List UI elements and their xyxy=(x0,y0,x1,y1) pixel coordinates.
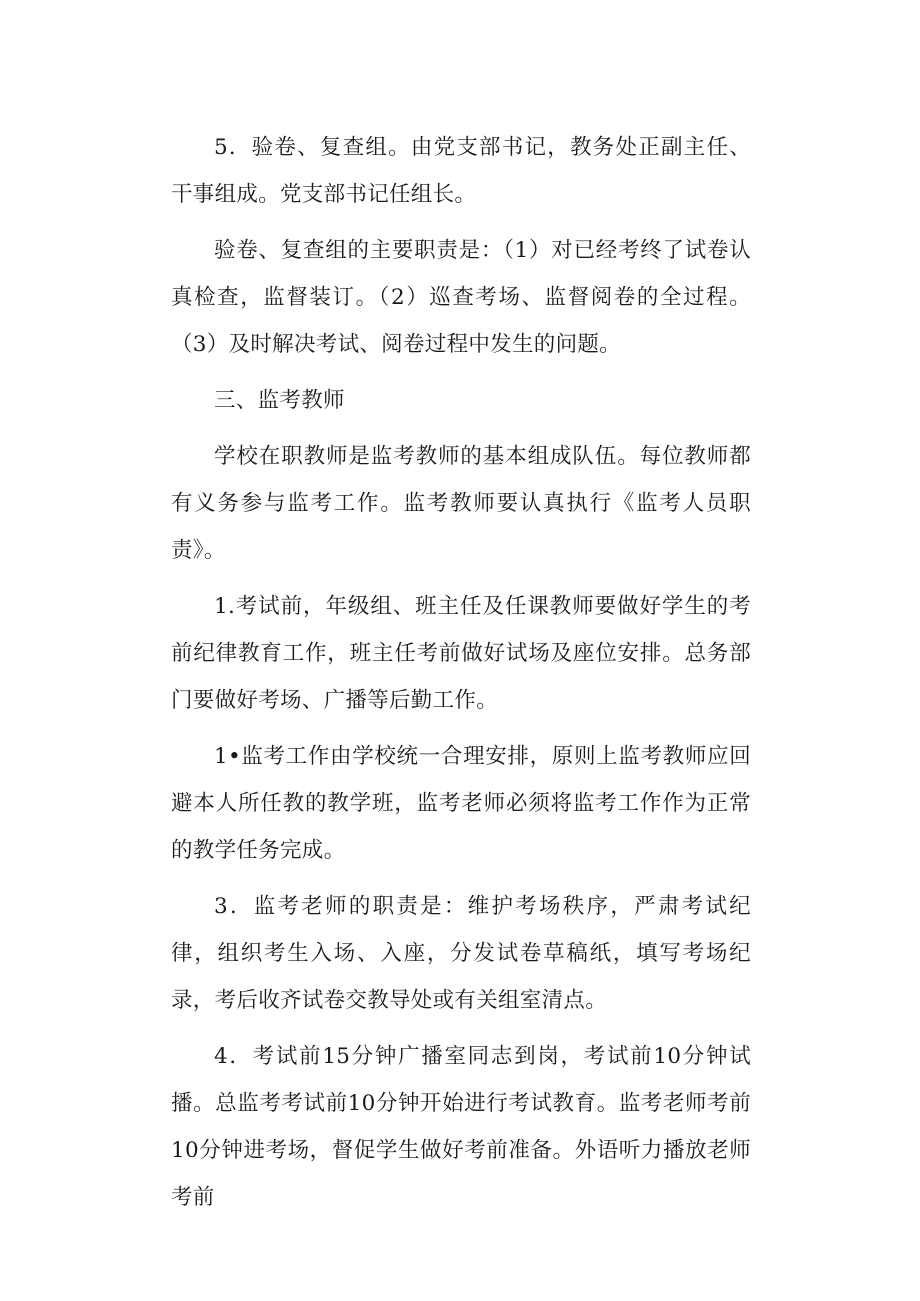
paragraph-item-3-duties: 3．监考老师的职责是：维护考场秩序，严肃考试纪律，组织考生入场、入座，分发试卷草稿纸，填写考场纪录，考后收齐试卷交教导处或有关组室清点。 xyxy=(171,894,751,1013)
paragraph-inspection-duties: 验卷、复查组的主要职责是：（1）对已经考终了试卷认真检查，监督装订。（2）巡查考场、监督阅卷的全过程。（3）及时解决考试、阅卷过程中发生的问题。 xyxy=(171,238,751,357)
paragraph-item-1-pre-exam: 1.考试前，年级组、班主任及任课教师要做好学生的考前纪律教育工作，班主任考前做好试场及座位安排。总务部门要做好考场、广播等后勤工作。 xyxy=(171,594,751,713)
paragraph-item-4-timing: 4．考试前15分钟广播室同志到岗，考试前10分钟试播。总监考考试前10分钟开始进行考试教育。监考老师考前10分钟进考场，督促学生做好考前准备。外语听力播放老师考前 xyxy=(171,1044,751,1210)
section-heading-invigilators: 三、监考教师 xyxy=(214,388,345,413)
paragraph-item-2-arrangement: 1•监考工作由学校统一合理安排，原则上监考教师应回避本人所任教的教学班，监考老师必须将监考工作作为正常的教学任务完成。 xyxy=(171,744,751,863)
paragraph-inspection-group: 5．验卷、复查组。由党支部书记，教务处正副主任、干事组成。党支部书记任组长。 xyxy=(171,135,751,207)
paragraph-invigilator-team: 学校在职教师是监考教师的基本组成队伍。每位教师都有义务参与监考工作。监考教师要认真执行《监考人员职责》。 xyxy=(171,444,751,563)
document-body xyxy=(171,124,751,1230)
